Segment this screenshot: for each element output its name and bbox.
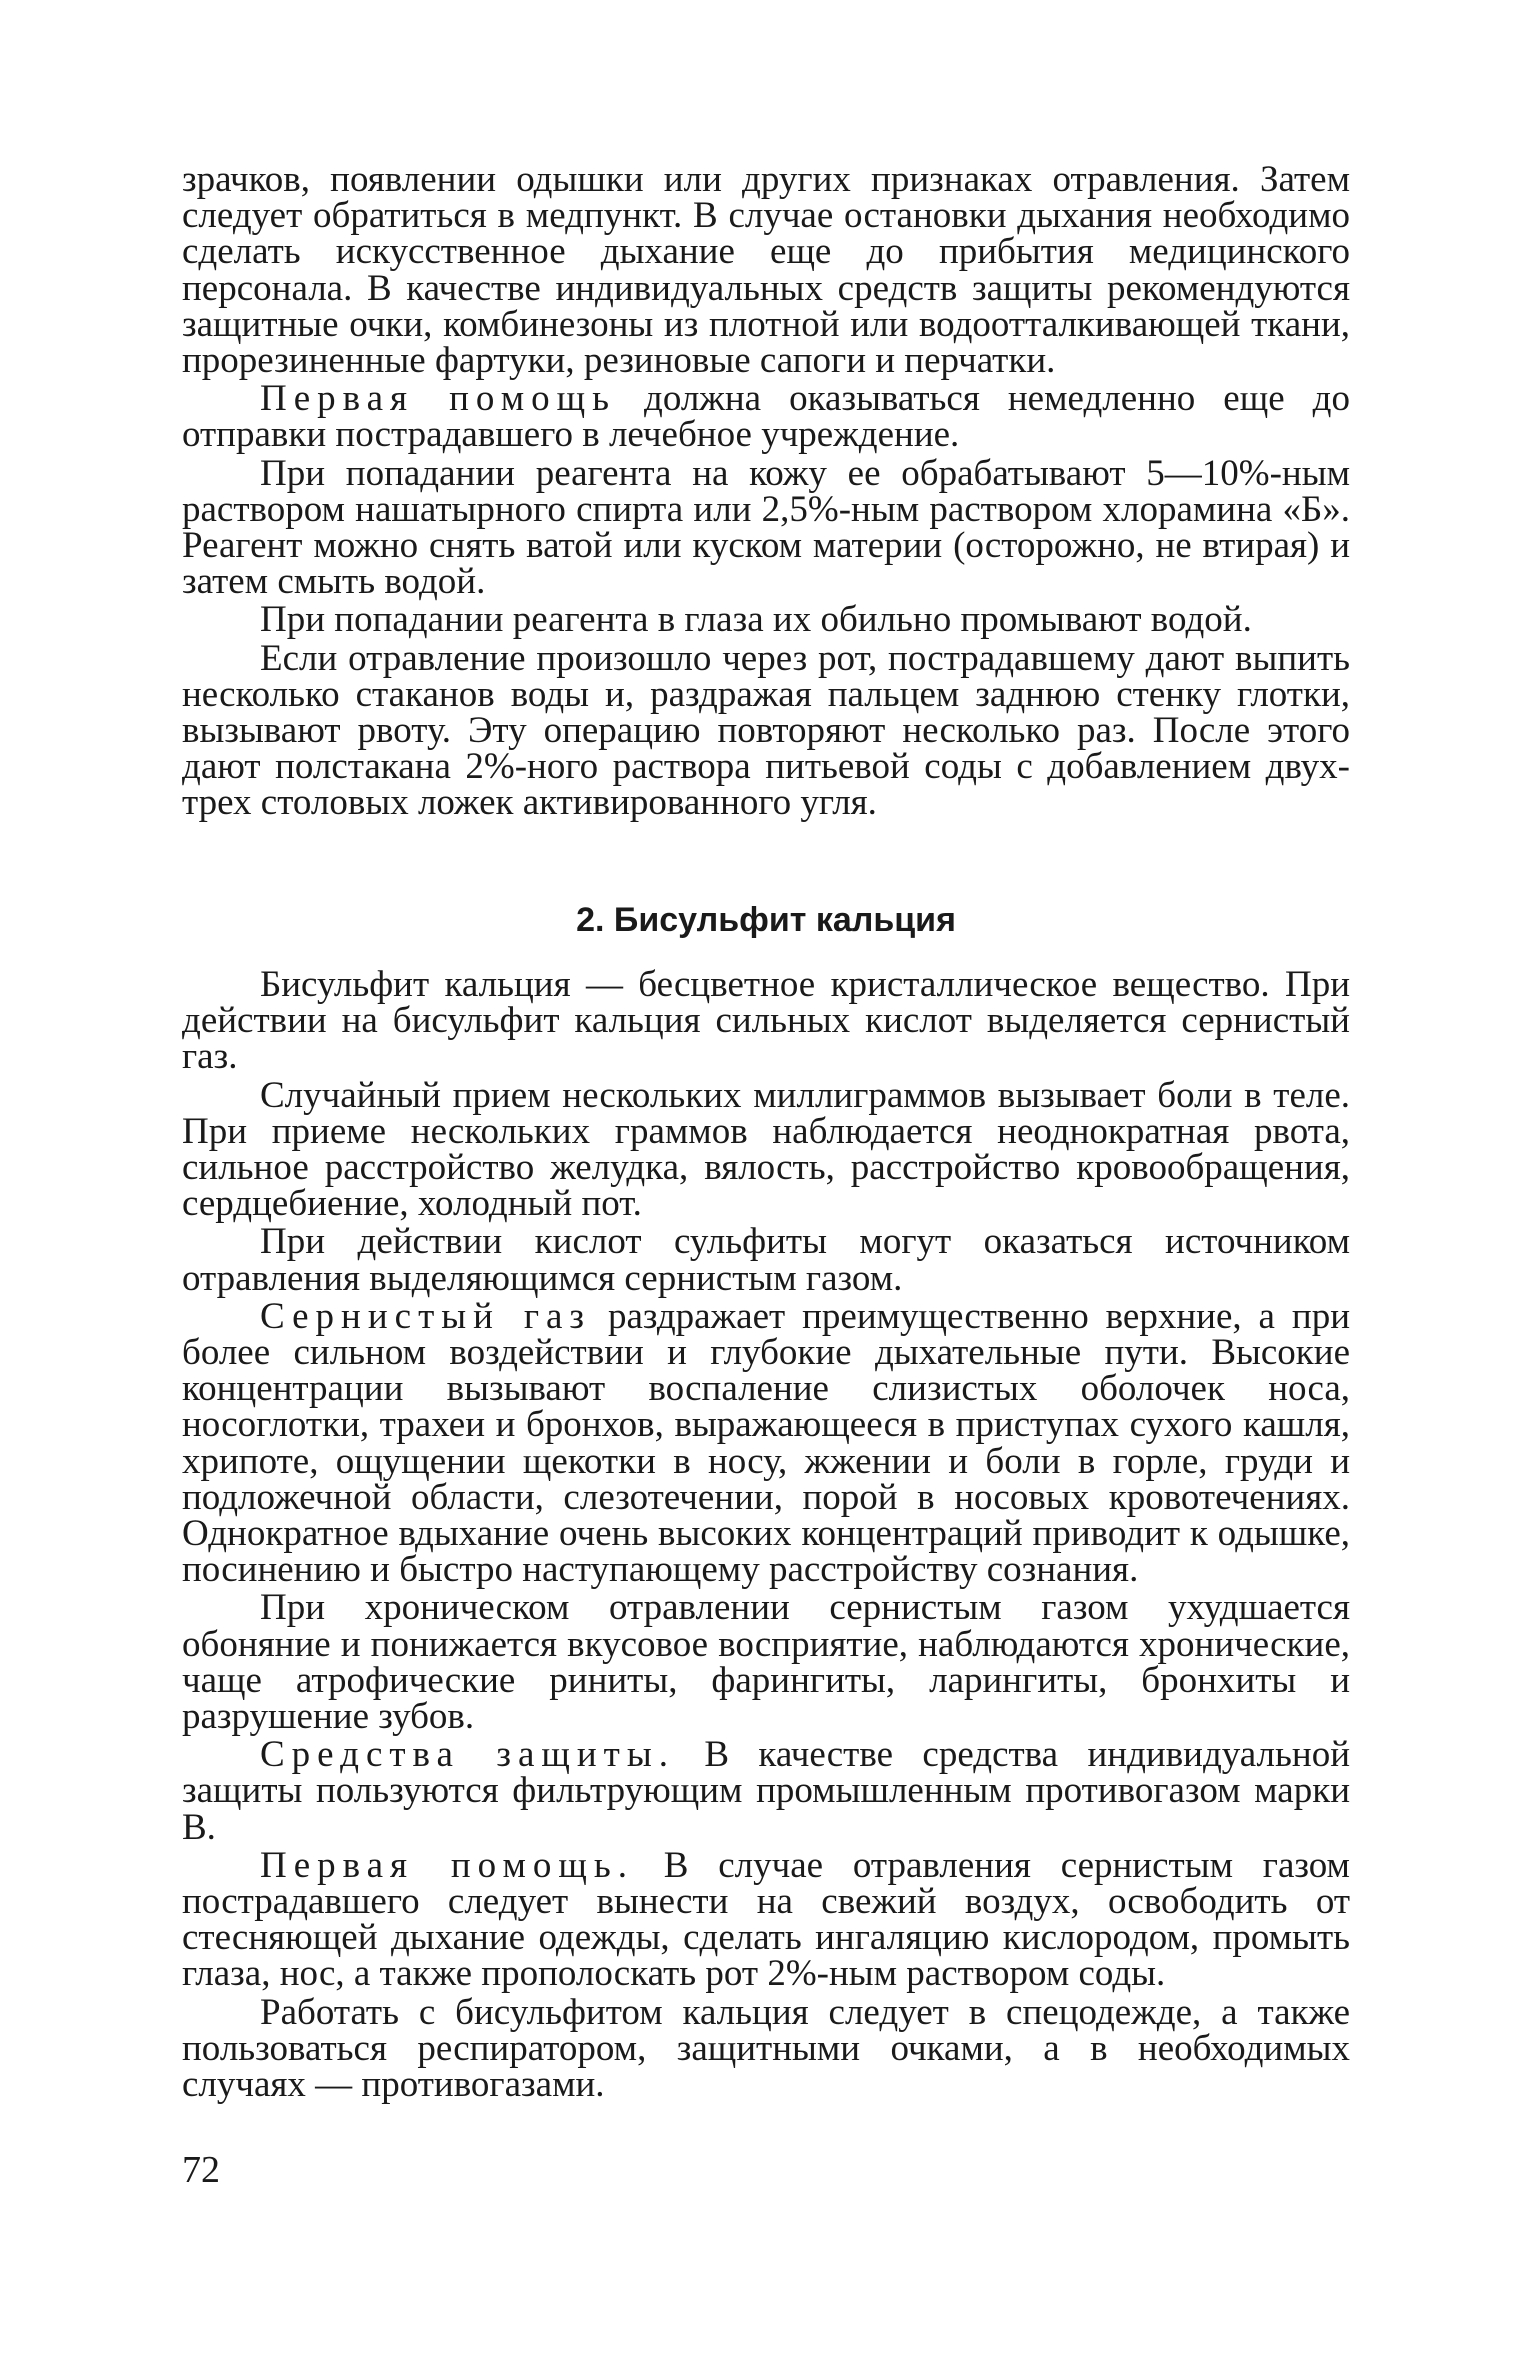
spaced-lead-phrase: Средства защиты. — [260, 1734, 675, 1776]
paragraph-sulfur-dioxide — [182, 1295, 1351, 1591]
paragraph-text: При хроническом отравлении сернистым газом ухудшается обоняние и понижается вкусовое восприятие, наблюдаются хронические, чаще атрофические риниты, фарингиты, ларингиты, бронхиты и разрушение зубов. — [182, 1587, 1350, 1738]
spaced-lead-phrase: Сернистый газ — [260, 1295, 592, 1337]
paragraph-text: При попадании реагента в глаза их обильно промывают водой. — [260, 599, 1252, 641]
paragraph-text: В случае отравления сернистым газом пострадавшего следует вынести на свежий воздух, освободить от стесняющей дыхание одежды, сделать ингаляцию кислородом, промыть глаза, нос, а также прополоскать рот 2%-ным раствором соды. — [182, 1844, 1350, 1995]
paragraph-text: Бисульфит кальция — бесцветное кристаллическое вещество. При действии на бисульфит кальция сильных кислот выделяется сернистый газ. — [182, 964, 1350, 1078]
paragraph-text: В качестве средства индивидуальной защиты пользуются фильтрующим промышленным противогазом марки В. — [182, 1734, 1350, 1848]
paragraph-chronic-poisoning — [182, 1587, 1350, 1738]
paragraph-text: При действии кислот сульфиты могут оказаться источником отравления выделяющимся сернистым газом. — [182, 1221, 1350, 1299]
page-number: 72 — [182, 2149, 220, 2191]
spaced-lead-phrase: Первая помощь — [260, 378, 616, 420]
paragraph-skin-contact — [182, 452, 1350, 603]
section-text-block — [182, 964, 1351, 2106]
top-text-block — [182, 159, 1350, 824]
paragraph-text: раздражает преимущественно верхние, а при более сильном воздействии и глубокие дыхательные пути. Высокие концентрации вызывают воспаление слизистых оболочек носа, носоглотки, трахеи и бронхов, выражающееся в приступах сухого кашля, хрипоте, ощущении щекотки в носу, жжении и боли в горле, груди и подложечной области, слезотечении, порой в носовых кровотечениях. Однократное вдыхание очень высоких концентраций приводит к одышке, посинению и быстро наступающему расстройству сознания. — [182, 1295, 1351, 1591]
paragraph-eye-contact — [182, 599, 1350, 641]
section-heading: 2. Бисульфит кальция — [576, 901, 956, 939]
paragraph-ingestion — [182, 1074, 1350, 1225]
paragraph-oral-poisoning — [182, 637, 1350, 824]
paragraph-text: При попадании реагента на кожу ее обрабатывают 5—10%-ным раствором нашатырного спирта или 2,5%-ным раствором хлорамина «Б». Реагент можно снять ватой или куском материи (осторожно, не втирая) и затем смыть водой. — [182, 452, 1350, 603]
paragraph-workwear — [182, 1991, 1350, 2106]
paragraph-protection — [182, 1734, 1350, 1848]
paragraph-text: Если отравление произошло через рот, пострадавшему дают выпить несколько стаканов воды и, раздражая пальцем заднюю стенку глотки, вызывают рвоту. Эту операцию повторяют несколько раз. После этого дают полстакана 2%-ного раствора питьевой соды с добавлением двух-трех столовых ложек активированного угля. — [182, 637, 1350, 824]
paragraph-text: зрачков, появлении одышки или других признаках отравления. Затем следует обратиться в медпункт. В случае остановки дыхания необходимо сделать искусственное дыхание еще до прибытия медицинского персонала. В качестве индивидуальных средств защиты рекомендуются защитные очки, комбинезоны из плотной или водоотталкивающей ткани, прорезиненные фартуки, резиновые сапоги и перчатки. — [182, 159, 1350, 382]
spaced-lead-phrase: Первая помощь. — [260, 1844, 634, 1886]
paragraph-acid-action — [182, 1221, 1350, 1299]
paragraph-definition — [182, 964, 1350, 1078]
paragraph-text: Работать с бисульфитом кальция следует в спецодежде, а также пользоваться респиратором, защитными очками, а в необходимых случаях — противогазами. — [182, 1991, 1350, 2106]
paragraph-text: Случайный прием нескольких миллиграммов вызывает боли в теле. При приеме нескольких граммов наблюдается неоднократная рвота, сильное расстройство желудка, вялость, расстройство кровообращения, сердцебиение, холодный пот. — [182, 1074, 1350, 1225]
paragraph-first-aid — [182, 378, 1350, 456]
paragraph-continuation — [182, 159, 1350, 382]
paragraph-text: должна оказываться немедленно еще до отправки пострадавшего в лечебное учреждение. — [182, 378, 1350, 456]
paragraph-first-aid-section — [182, 1844, 1350, 1995]
